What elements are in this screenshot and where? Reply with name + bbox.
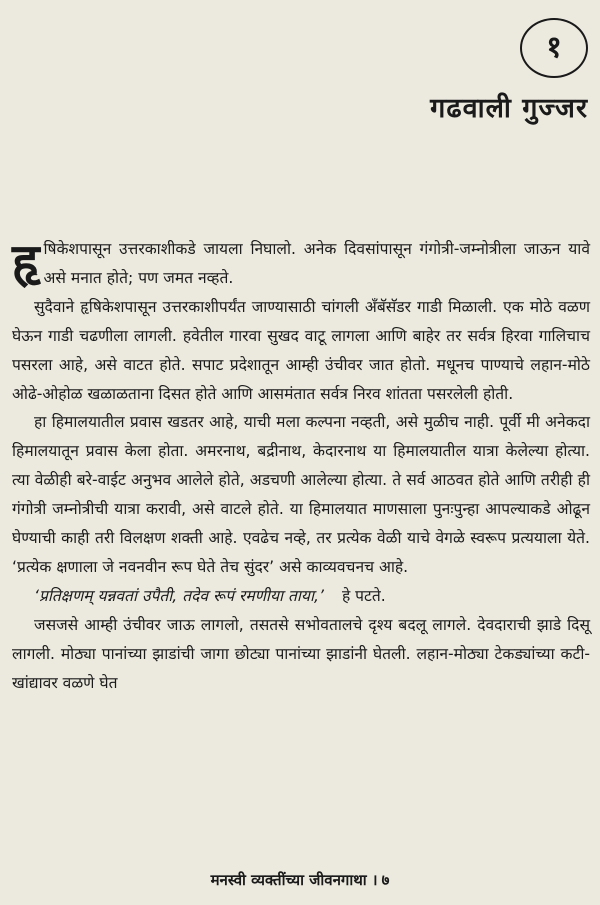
paragraph-1-text: षिकेशपासून उत्तरकाशीकडे जायला निघालो. अनेक दिवसांपासून गंगोत्री-जम्नोत्रीला जाऊन यावे असे मनात होते; पण जमत नव्हते. <box>43 240 590 287</box>
chapter-number: १ <box>546 30 562 65</box>
book-title: मनस्वी व्यक्तींच्या जीवनगाथा । <box>210 871 378 889</box>
page-number: ७ <box>381 871 390 889</box>
sanskrit-quote: ‘प्रतिक्षणम् यन्नवतां उपैती, तदेव रूपं रमणीया ताया,’ <box>34 586 324 605</box>
page-footer <box>0 870 600 890</box>
paragraph-2: सुदैवाने हृषिकेशपासून उत्तरकाशीपर्यंत जाण्यासाठी चांगली अँबॅसॅडर गाडी मिळाली. एक मोठे वळण घेऊन गाडी चढणीला लागली. हवेतील गारवा सुखद वाटू लागला आणि बाहेर तर सर्वत्र हिरवा गालिचाच पसरला आहे, असे वाटत होते. सपाट प्रदेशातून आम्ही उंचीवर जात होतो. मधूनच पाण्याचे लहान-मोठे ओढे-ओहोळ खळाळताना दिसत होते आणि आसमंतात सर्वत्र निरव शांतता पसरलेली होती. <box>12 297 590 403</box>
sanskrit-quote-line <box>12 582 590 611</box>
paragraph-1 <box>12 235 590 293</box>
body-text <box>12 235 590 698</box>
chapter-title: गढवाली गुज्जर <box>430 93 588 124</box>
paragraph-3: हा हिमालयातील प्रवास खडतर आहे, याची मला कल्पना नव्हती, असे मुळीच नाही. पूर्वी मी अनेकदा हिमालयातून प्रवास केला होता. अमरनाथ, बद्रीनाथ, केदारनाथ या हिमालयातील यात्रा केलेल्या होत्या. त्या वेळीही बरे-वाईट अनुभव आलेले होते, अडचणी आलेल्या होत्या. ते सर्व आठवत होते आणि तरीही ही गंगोत्री जम्नोत्रीची यात्रा करावी, असे वाटले होते. या हिमालयात माणसाला पुनःपुन्हा आपल्याकडे ओढून घेण्याची काही तरी विलक्षण शक्ती आहे. एवढेच नव्हे, तर प्रत्येक वेळी याचे वेगळे स्वरूप प्रत्ययाला येते. ‘प्रत्येक क्षणाला जे नवनवीन रूप घेते तेच सुंदर’ असे काव्यवचनच आहे. <box>12 413 590 576</box>
chapter-number-badge <box>520 18 588 78</box>
paragraph-5: जसजसे आम्ही उंचीवर जाऊ लागलो, तसतसे सभोवतालचे दृश्य बदलू लागले. देवदाराची झाडे दिसू लागली. मोठ्या पानांच्या झाडांची जागा छोट्या पानांच्या झाडांनी घेतली. लहान-मोठ्या टेकड्यांच्या कटी-खांद्यावर वळणे घेत <box>12 615 590 692</box>
quote-tail: हे पटते. <box>341 586 386 605</box>
drop-cap: हृ <box>12 233 40 291</box>
